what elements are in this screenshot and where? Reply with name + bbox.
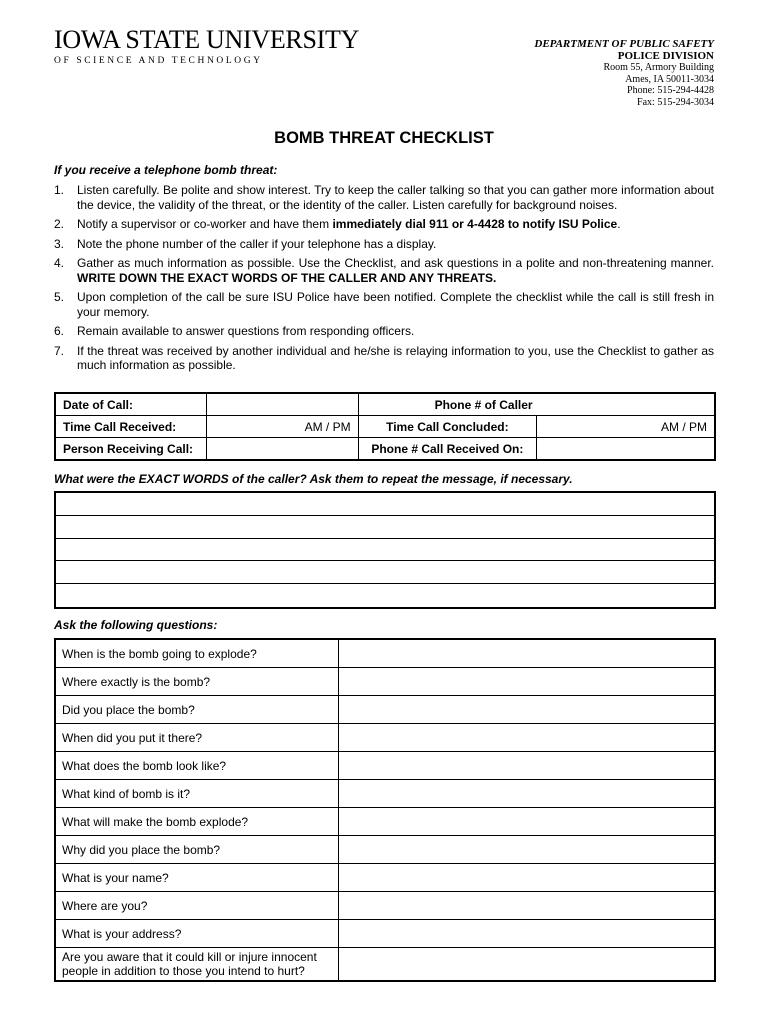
writing-line[interactable] bbox=[56, 516, 714, 539]
item-number: 7. bbox=[54, 343, 65, 358]
instruction-item bbox=[54, 183, 714, 212]
exact-words-prompt: What were the EXACT WORDS of the caller? Ask them to repeat the message, if necessary. bbox=[54, 472, 573, 486]
question-text: What will make the bomb explode? bbox=[55, 808, 339, 836]
phone-number: Phone: 515-294-4428 bbox=[627, 85, 714, 96]
question-text: What does the bomb look like? bbox=[55, 752, 339, 780]
ampm-received: AM / PM bbox=[304, 419, 351, 434]
logo-sub-text: OF SCIENCE AND TECHNOLOGY bbox=[54, 56, 263, 66]
address-line-1: Room 55, Armory Building bbox=[603, 62, 714, 73]
table-row bbox=[55, 892, 715, 920]
table-row bbox=[55, 724, 715, 752]
division-name: POLICE DIVISION bbox=[617, 49, 714, 62]
question-text: Where are you? bbox=[55, 892, 339, 920]
exact-words-box bbox=[54, 491, 716, 609]
time-received-label: Time Call Received: bbox=[55, 416, 207, 438]
time-concluded-label: Time Call Concluded: bbox=[358, 416, 537, 438]
instruction-list bbox=[54, 183, 714, 378]
instruction-item bbox=[54, 324, 714, 339]
date-of-call-label: Date of Call: bbox=[55, 393, 207, 416]
table-row bbox=[55, 639, 715, 668]
question-text: What is your address? bbox=[55, 920, 339, 948]
phone-of-caller-field[interactable] bbox=[358, 393, 715, 416]
time-concluded-field[interactable] bbox=[537, 416, 715, 438]
answer-field[interactable] bbox=[339, 752, 716, 780]
writing-line[interactable] bbox=[56, 561, 714, 584]
item-text: Notify a supervisor or co-worker and have them bbox=[77, 217, 333, 231]
item-number: 4. bbox=[54, 256, 65, 270]
phone-received-on-label: Phone # Call Received On: bbox=[358, 438, 537, 461]
answer-field[interactable] bbox=[339, 724, 716, 752]
question-text: Did you place the bomb? bbox=[55, 696, 339, 724]
writing-line[interactable] bbox=[56, 584, 714, 607]
table-row bbox=[55, 948, 715, 982]
question-text: What is your name? bbox=[55, 864, 339, 892]
logo-main-text: IOWA STATE UNIVERSITY bbox=[54, 25, 360, 54]
item-number: 3. bbox=[54, 236, 65, 251]
item-text: Note the phone number of the caller if your telephone has a display. bbox=[77, 236, 437, 251]
answer-field[interactable] bbox=[339, 920, 716, 948]
person-receiving-field[interactable] bbox=[207, 438, 358, 461]
table-row bbox=[55, 393, 715, 416]
ampm-concluded: AM / PM bbox=[660, 419, 707, 434]
department-name: DEPARTMENT OF PUBLIC SAFETY bbox=[534, 38, 714, 50]
instruction-item bbox=[54, 344, 714, 373]
page-title: BOMB THREAT CHECKLIST bbox=[274, 129, 494, 147]
question-text: What kind of bomb is it? bbox=[55, 780, 339, 808]
call-info-table bbox=[54, 392, 716, 461]
table-row bbox=[55, 920, 715, 948]
item-text: Remain available to answer questions from responding officers. bbox=[77, 324, 415, 338]
date-of-call-field[interactable] bbox=[207, 393, 358, 416]
answer-field[interactable] bbox=[339, 864, 716, 892]
phone-of-caller-label: Phone # of Caller bbox=[434, 397, 533, 412]
question-text: Where exactly is the bomb? bbox=[55, 668, 339, 696]
fax-number: Fax: 515-294-3034 bbox=[637, 96, 714, 108]
table-row bbox=[55, 416, 715, 438]
questions-table bbox=[54, 638, 716, 982]
department-block bbox=[534, 39, 714, 108]
table-row bbox=[55, 668, 715, 696]
table-row bbox=[55, 864, 715, 892]
table-row bbox=[55, 780, 715, 808]
item-number: 6. bbox=[54, 324, 65, 338]
question-text: Why did you place the bomb? bbox=[55, 836, 339, 864]
intro-heading: If you receive a telephone bomb threat: bbox=[54, 163, 278, 177]
questions-prompt: Ask the following questions: bbox=[54, 618, 218, 632]
item-number: 1. bbox=[54, 183, 65, 197]
item-number: 5. bbox=[54, 290, 65, 304]
question-text: When did you put it there? bbox=[55, 724, 339, 752]
writing-line[interactable] bbox=[56, 539, 714, 562]
item-text: Listen carefully. Be polite and show interest. Try to keep the caller talking so that you can gather more information about the device, the validity of the threat, or the identity of the caller. Listen carefully for background noises. bbox=[77, 183, 714, 212]
writing-line[interactable] bbox=[56, 493, 714, 516]
person-receiving-label: Person Receiving Call: bbox=[55, 438, 207, 461]
table-row bbox=[55, 696, 715, 724]
answer-field[interactable] bbox=[339, 696, 716, 724]
university-logo bbox=[54, 27, 359, 66]
instruction-item bbox=[54, 217, 714, 232]
instruction-item bbox=[54, 290, 714, 319]
table-row bbox=[55, 808, 715, 836]
table-row bbox=[55, 752, 715, 780]
item-number: 2. bbox=[54, 217, 65, 231]
item-text: Gather as much information as possible. Use the Checklist, and ask questions in a polite and non-threatening manner. bbox=[77, 256, 714, 270]
item-text-end: . bbox=[617, 217, 621, 231]
answer-field[interactable] bbox=[339, 668, 716, 696]
answer-field[interactable] bbox=[339, 780, 716, 808]
item-text: If the threat was received by another individual and he/she is relaying information to you, use the Checklist to gather as much information as possible. bbox=[77, 343, 714, 372]
answer-field[interactable] bbox=[339, 892, 716, 920]
answer-field[interactable] bbox=[339, 948, 716, 982]
table-row bbox=[55, 438, 715, 461]
table-row bbox=[55, 836, 715, 864]
answer-field[interactable] bbox=[339, 836, 716, 864]
phone-received-on-field[interactable] bbox=[537, 438, 715, 461]
answer-field[interactable] bbox=[339, 639, 716, 668]
question-text: Are you aware that it could kill or injure innocent people in addition to those you intend to hurt? bbox=[55, 948, 339, 982]
item-emphasis: immediately dial 911 or 4-4428 to notify ISU Police bbox=[332, 217, 618, 231]
instruction-item bbox=[54, 256, 714, 285]
item-text: Upon completion of the call be sure ISU Police have been notified. Complete the checklist while the call is still fresh in your memory. bbox=[77, 290, 714, 319]
question-text: When is the bomb going to explode? bbox=[55, 639, 339, 668]
address-line-2: Ames, IA 50011-3034 bbox=[625, 73, 714, 85]
item-emphasis: WRITE DOWN THE EXACT WORDS OF THE CALLER AND ANY THREATS. bbox=[77, 270, 497, 285]
time-received-field[interactable] bbox=[207, 416, 358, 438]
instruction-item bbox=[54, 237, 714, 252]
answer-field[interactable] bbox=[339, 808, 716, 836]
